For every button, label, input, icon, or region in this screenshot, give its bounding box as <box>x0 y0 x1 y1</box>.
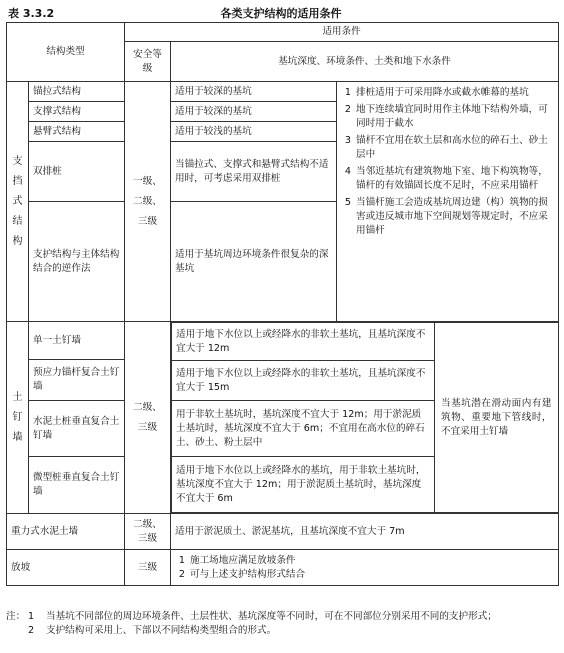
support-structure-table <box>6 22 559 586</box>
soil-nail-conditions-wrap <box>171 322 559 514</box>
header-applicable: 适用条件 <box>125 23 559 42</box>
table-caption <box>6 4 558 20</box>
type-cell: 单一土钉墙 <box>29 322 125 360</box>
type-cell: 悬臂式结构 <box>29 122 125 142</box>
type-cell: 放坡 <box>7 550 125 586</box>
table-footnotes <box>6 610 558 637</box>
type-cell: 微型桩垂直复合土钉墙 <box>29 457 125 514</box>
type-cell: 水泥土桩垂直复合土钉墙 <box>29 400 125 457</box>
type-cell: 锚拉式结构 <box>29 82 125 102</box>
footnote: 注： 1 当基坑不同部位的周边环境条件、土层性状、基坑深度等不同时，可在不同部位分别采用不同的支护形式； <box>6 611 497 622</box>
footnote: 2 支护结构可采用上、下部以不同结构类型组合的形式。 <box>28 624 277 636</box>
type-cell: 双排桩 <box>29 142 125 202</box>
header-conditions: 基坑深度、环境条件、土类和地下水条件 <box>171 42 559 82</box>
header-safety-grade: 安全等级 <box>125 42 171 82</box>
condition-cell: 适用于地下水位以上或经降水的非软土基坑，且基坑深度不宜大于 12m <box>172 323 435 361</box>
condition-cell: 适用于较浅的基坑 <box>171 122 337 142</box>
table-title: 各类支护结构的适用条件 <box>220 7 342 20</box>
condition-cell: 适用于地下水位以上或经降水的非软土基坑，且基坑深度不宜大于 15m <box>172 361 435 401</box>
type-cell: 重力式水泥土墙 <box>7 514 125 550</box>
condition-cell: 适用于淤泥质土、淤泥基坑，且基坑深度不宜大于 7m <box>171 514 559 550</box>
note-item: 1 排桩适用于可采用降水或截水帷幕的基坑 <box>344 87 529 98</box>
slope-item: 2 可与上述支护结构形式结合 <box>178 568 306 580</box>
retaining-notes <box>337 82 559 322</box>
group-label-retaining: 支挡式结构 <box>7 82 29 322</box>
slope-item: 1 施工场地应满足放坡条件 <box>178 554 296 566</box>
type-cell: 支撑式结构 <box>29 102 125 122</box>
grade-cell: 三级 <box>125 550 171 586</box>
condition-cell: 当锚拉式、支撑式和悬臂式结构不适用时，可考虑采用双排桩 <box>171 142 337 202</box>
grade-cell: 二级、三级 <box>125 514 171 550</box>
condition-cell: 适用于基坑周边环境条件很复杂的深基坑 <box>171 202 337 322</box>
slope-conditions <box>171 550 559 586</box>
condition-cell: 用于非软土基坑时，基坑深度不宜大于 12m；用于淤泥质土基坑时，基坑深度不宜大于 6m；不宜用在高水位的碎石土、砂土、粉土层中 <box>172 401 435 457</box>
note-item: 2 地下连续墙宜同时用作主体地下结构外墙，可同时用于截水 <box>344 104 548 129</box>
note-item: 4 当邻近基坑有建筑物地下室、地下构筑物等，锚杆的有效锚固长度不足时，不应采用锚杆 <box>344 166 548 191</box>
group-label-soil-nail: 土钉墙 <box>7 322 29 514</box>
grade-cell: 一级、二级、三级 <box>125 82 171 322</box>
soil-nail-note: 当基坑潜在滑动面内有建筑物、重要地下管线时，不宜采用土钉墙 <box>435 323 559 513</box>
type-cell: 预应力锚杆复合土钉墙 <box>29 360 125 400</box>
type-cell: 支护结构与主体结构结合的逆作法 <box>29 202 125 322</box>
header-structure-type: 结构类型 <box>7 23 125 82</box>
grade-cell: 二级、三级 <box>125 322 171 514</box>
condition-cell: 适用于较深的基坑 <box>171 82 337 102</box>
condition-cell: 适用于地下水位以上或经降水的基坑，用于非软土基坑时，基坑深度不宜大于 12m；用于淤泥质土基坑时，基坑深度不宜大于 6m <box>172 457 435 513</box>
table-number: 表 3.3.2 <box>8 7 55 20</box>
condition-cell: 适用于较深的基坑 <box>171 102 337 122</box>
note-item: 3 锚杆不宜用在软土层和高水位的碎石土、砂土层中 <box>344 135 548 160</box>
note-item: 5 当锚杆施工会造成基坑周边建（构）筑物的损害或违反城市地下空间规划等规定时，不应采用锚杆 <box>344 197 548 236</box>
